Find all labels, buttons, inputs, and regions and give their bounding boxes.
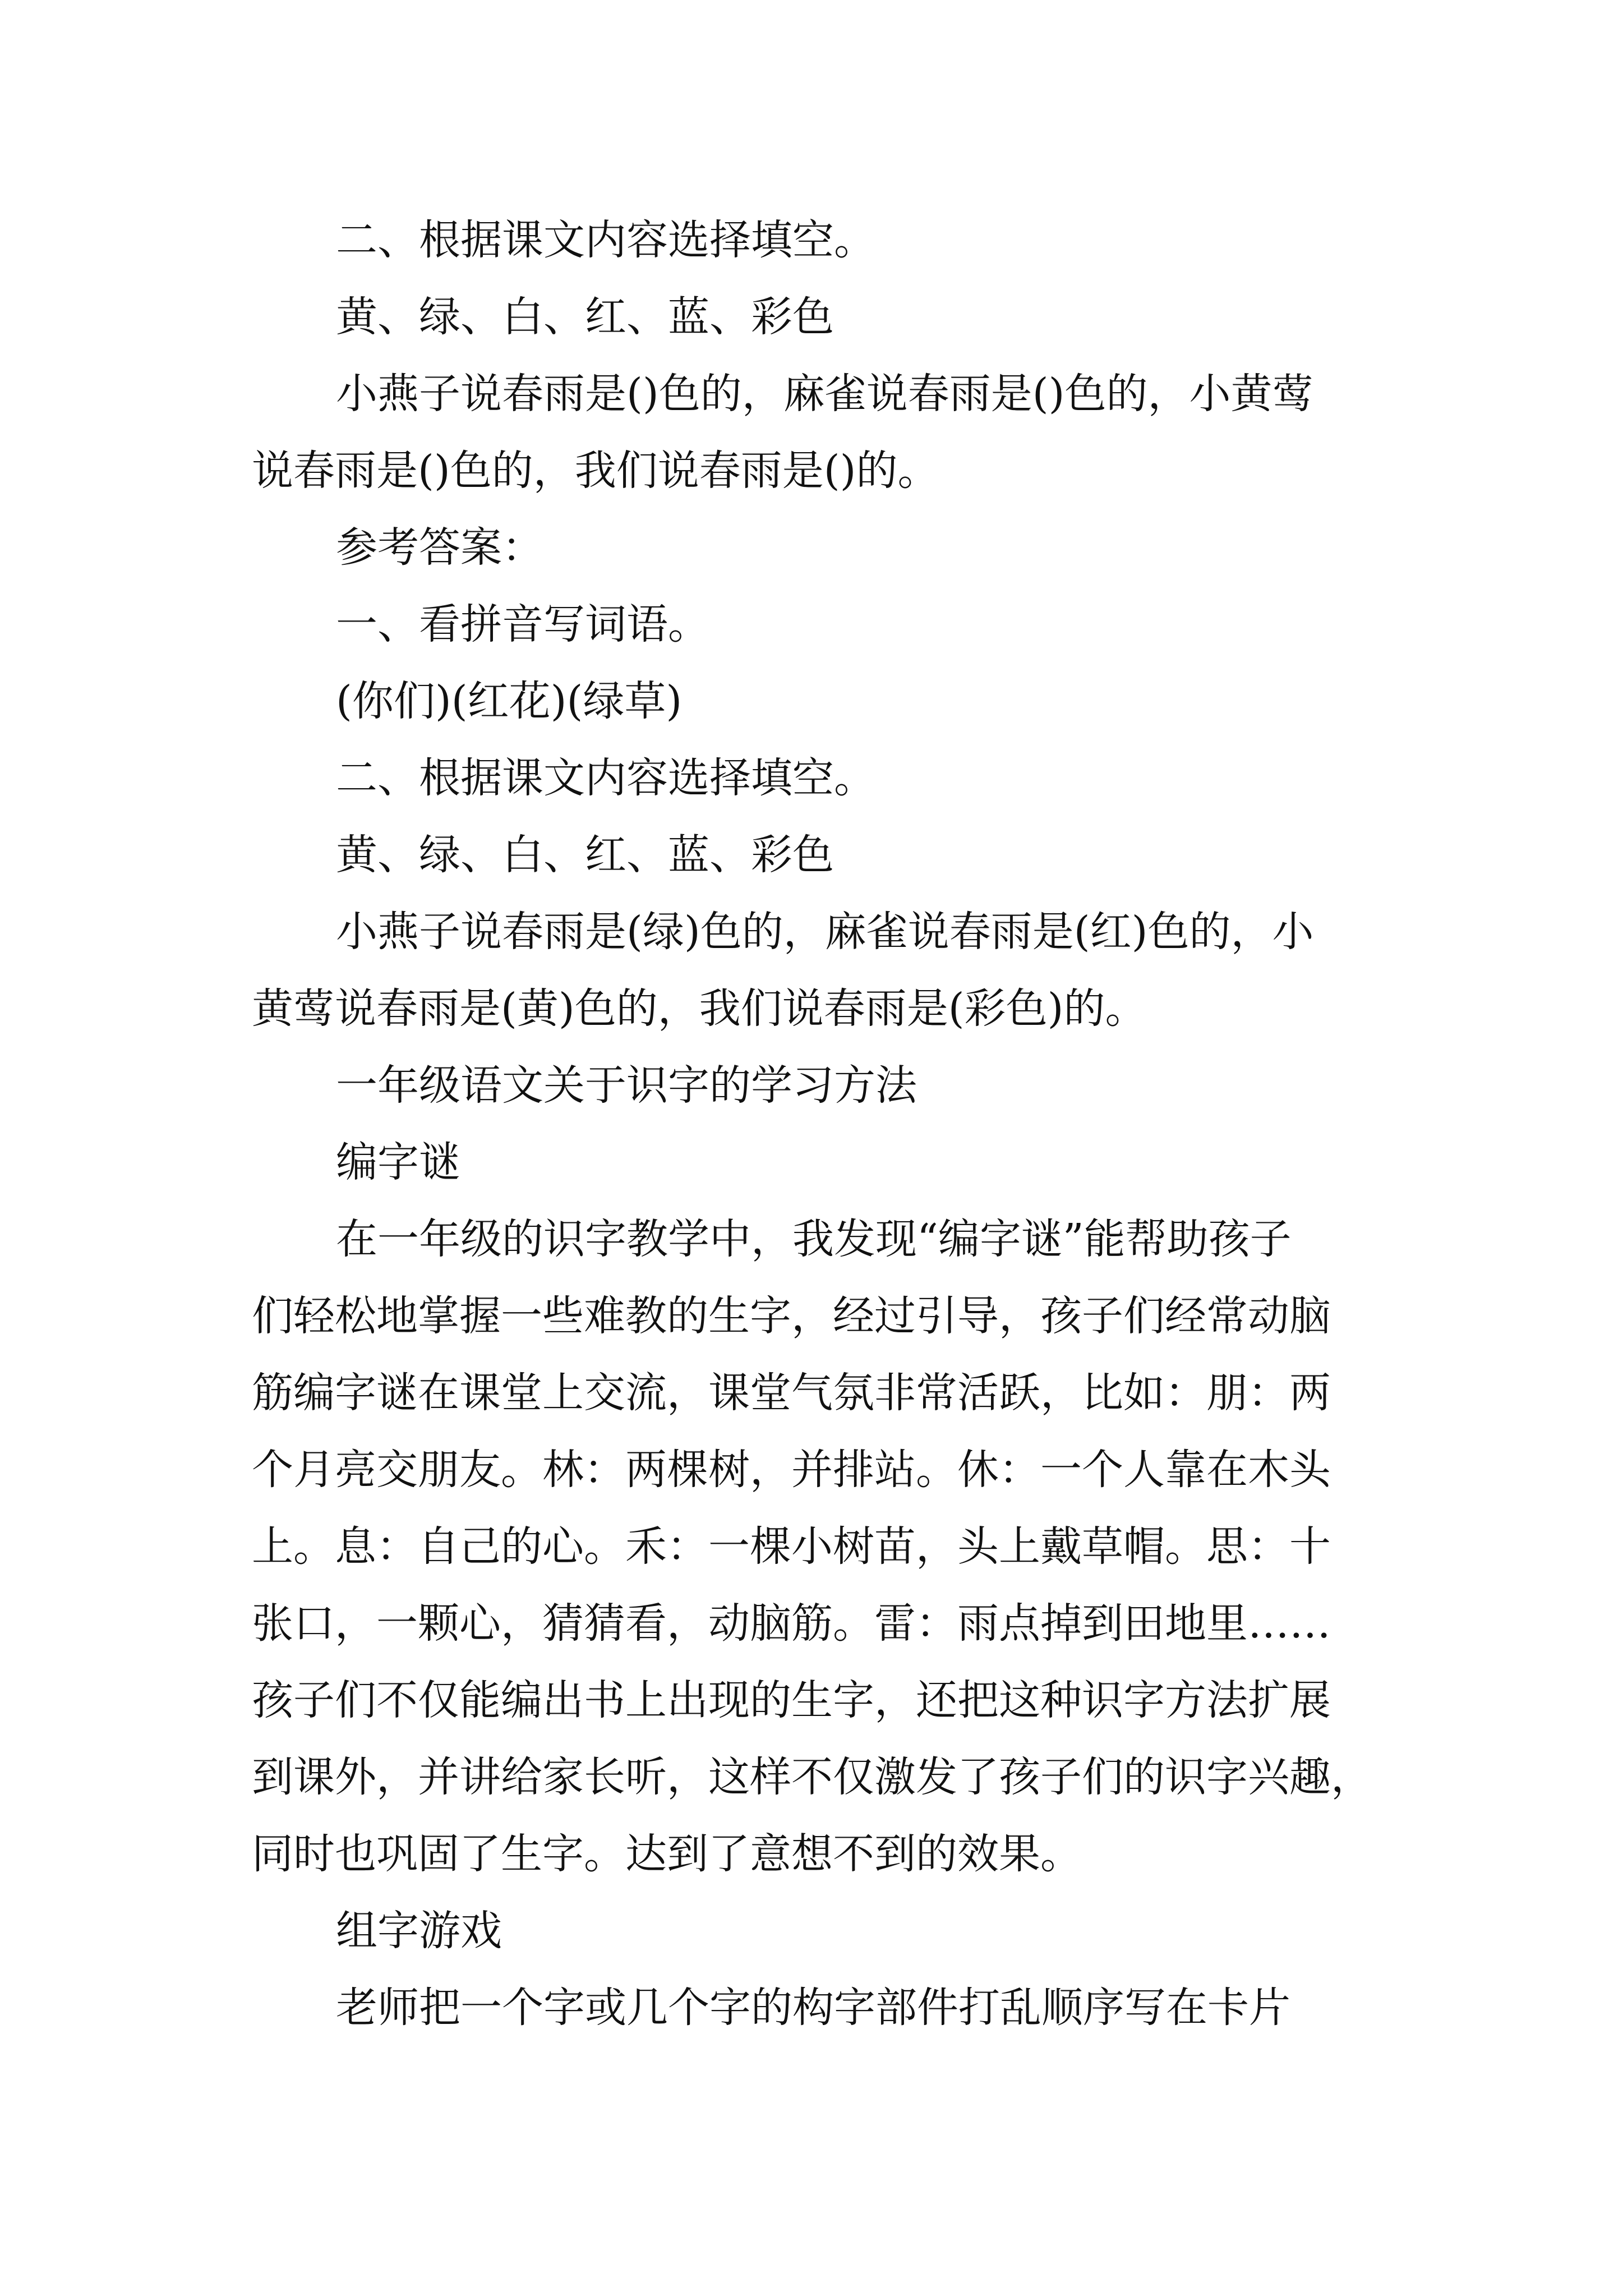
answer-heading: 参考答案： — [336, 523, 543, 572]
section-heading: 二、根据课文内容选择填空。 — [336, 754, 875, 802]
section-heading: 二、根据课文内容选择填空。 — [336, 216, 875, 264]
section-heading: 一、看拼音写词语。 — [336, 600, 709, 648]
paragraph-line: 孩子们不仅能编出书上出现的生字，还把这种识字方法扩展 — [252, 1676, 1331, 1724]
paragraph-line: 个月亮交朋友。林：两棵树，并排站。休：一个人靠在木头 — [252, 1446, 1331, 1494]
paragraph-line: 到课外，并讲给家长听，这样不仅激发了孩子们的识字兴趣， — [252, 1753, 1372, 1801]
paragraph-line: 上。息：自己的心。禾：一棵小树苗，头上戴草帽。思：十 — [252, 1522, 1331, 1571]
document-body — [252, 202, 1380, 2046]
article-title: 一年级语文关于识字的学习方法 — [336, 1061, 917, 1110]
question-text: 说春雨是()色的，我们说春雨是()的。 — [252, 447, 939, 495]
word-choices: 黄、绿、白、红、蓝、彩色 — [336, 831, 834, 879]
paragraph-line: 们轻松地掌握一些难教的生字，经过引导，孩子们经常动脑 — [252, 1292, 1331, 1340]
subheading: 编字谜 — [336, 1138, 460, 1186]
word-choices: 黄、绿、白、红、蓝、彩色 — [336, 293, 834, 341]
subheading: 组字游戏 — [336, 1907, 502, 1955]
paragraph-line: 张口，一颗心，猜猜看，动脑筋。雷：雨点掉到田地里…… — [252, 1599, 1331, 1648]
answer-text: 黄莺说春雨是(黄)色的，我们说春雨是(彩色)的。 — [252, 984, 1147, 1033]
answer-text: (你们)(红花)(绿草) — [336, 677, 683, 725]
paragraph-line: 在一年级的识字教学中，我发现“编字谜”能帮助孩子 — [336, 1215, 1292, 1263]
paragraph-line: 老师把一个字或几个字的构字部件打乱顺序写在卡片 — [336, 1984, 1290, 2032]
paragraph-line: 筋编字谜在课堂上交流，课堂气氛非常活跃，比如：朋：两 — [252, 1369, 1331, 1417]
answer-text: 小燕子说春雨是(绿)色的，麻雀说春雨是(红)色的，小 — [336, 908, 1314, 956]
question-text: 小燕子说春雨是()色的，麻雀说春雨是()色的，小黄莺 — [336, 370, 1314, 418]
paragraph-line: 同时也巩固了生字。达到了意想不到的效果。 — [252, 1830, 1082, 1878]
